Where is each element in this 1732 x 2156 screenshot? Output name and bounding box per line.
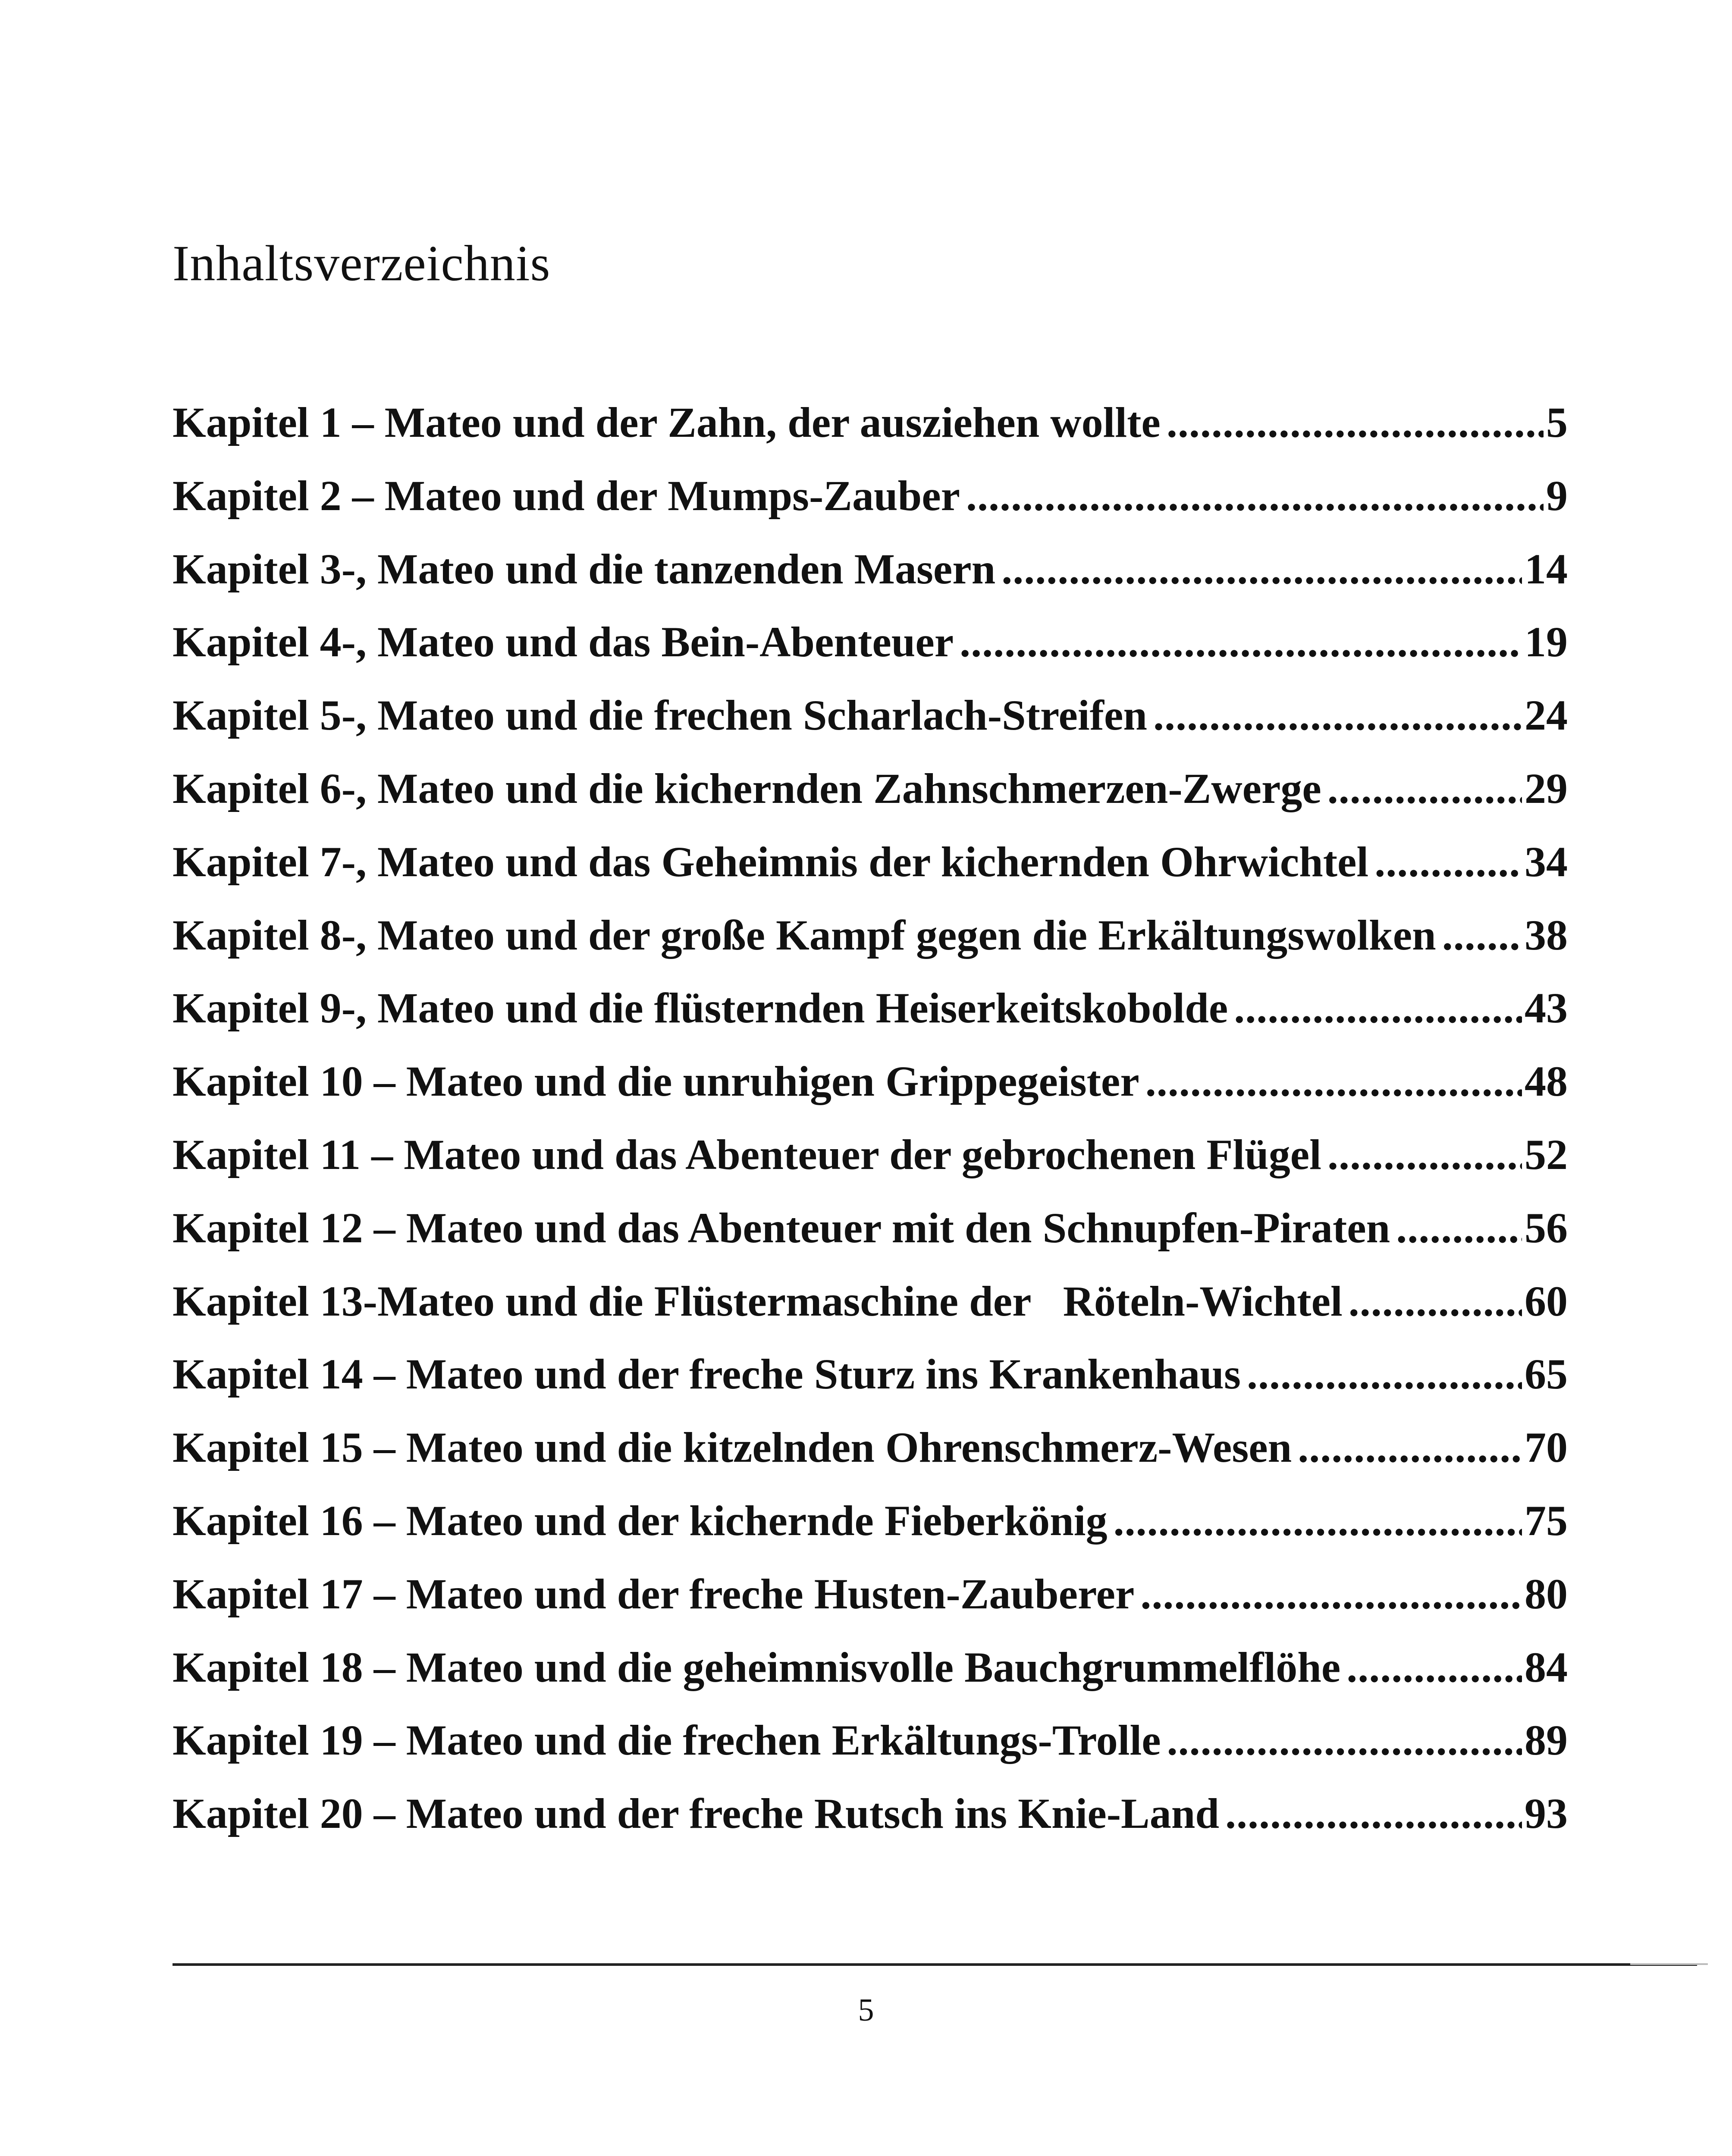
toc-entry-page: 43 [1525,984,1568,1032]
toc-entry [173,605,1568,679]
toc-entry-page: 24 [1525,691,1568,740]
toc-entry-label: Kapitel 20 – Mateo und der freche Rutsch ins Knie-Land [173,1789,1219,1838]
toc-entry-page: 93 [1525,1789,1568,1838]
toc-dot-leader [1374,825,1522,899]
toc-entry [173,971,1568,1045]
toc-entry-label: Kapitel 19 – Mateo und die frechen Erkältungs-Trolle [173,1716,1161,1764]
toc-entry [173,679,1568,752]
toc-entry-label: Kapitel 11 – Mateo und das Abenteuer der gebrochenen Flügel [173,1130,1321,1178]
toc-entry-label: Kapitel 14 – Mateo und der freche Sturz ins Krankenhaus [173,1350,1241,1398]
toc-entry-label: Kapitel 4-, Mateo und das Bein-Abenteuer [173,618,954,666]
toc-dot-leader [1349,1265,1522,1338]
toc-entry-page: 9 [1546,471,1568,520]
toc-entry-page: 65 [1525,1350,1568,1398]
toc-entry-label: Kapitel 6-, Mateo und die kichernden Zahnschmerzen-Zwerge [173,764,1321,812]
toc-entry-label: Kapitel 2 – Mateo und der Mumps-Zauber [173,471,960,520]
toc-dot-leader [1114,1484,1522,1557]
toc-dot-leader [1442,899,1522,972]
toc-entry-page: 75 [1525,1496,1568,1545]
toc-dot-leader [1167,386,1544,459]
toc-entry-label: Kapitel 17 – Mateo und der freche Husten-Zauberer [173,1570,1135,1618]
toc-entry-page: 56 [1525,1203,1568,1252]
toc-entry [173,1411,1568,1484]
toc-entry [173,752,1568,825]
toc-dot-leader [1153,679,1522,752]
toc-entry [173,1118,1568,1191]
toc-dot-leader [960,605,1522,679]
toc-entry [173,1704,1568,1777]
toc-entry-label: Kapitel 9-, Mateo und die flüsternden Heiserkeitskobolde [173,984,1228,1032]
toc-entry-page: 70 [1525,1423,1568,1472]
footer-divider [173,1963,1697,1966]
toc-entry [173,533,1568,606]
toc-dot-leader [1247,1338,1522,1411]
toc-entry-page: 19 [1525,618,1568,666]
toc-entry-label: Kapitel 10 – Mateo und die unruhigen Grippegeister [173,1057,1139,1106]
toc-entry-page: 14 [1525,545,1568,593]
toc-entry-label: Kapitel 15 – Mateo und die kitzelnden Ohrenschmerz-Wesen [173,1423,1292,1472]
toc-entry [173,1557,1568,1631]
toc-entry-page: 34 [1525,837,1568,886]
toc-entry-label: Kapitel 12 – Mateo und das Abenteuer mit den Schnupfen-Piraten [173,1203,1390,1252]
toc-dot-leader [1167,1704,1522,1777]
toc-dot-leader [1234,971,1522,1045]
toc-dot-leader [1145,1045,1522,1118]
toc-list [173,386,1568,1850]
toc-entry-label: Kapitel 13-Mateo und die Flüstermaschine der Röteln-Wichtel [173,1277,1343,1325]
toc-entry [173,899,1568,972]
toc-entry-page: 38 [1525,911,1568,959]
toc-entry-label: Kapitel 7-, Mateo und das Geheimnis der kichernden Ohrwichtel [173,837,1369,886]
toc-dot-leader [1225,1777,1522,1850]
toc-dot-leader [1001,533,1522,606]
toc-entry-page: 48 [1525,1057,1568,1106]
toc-entry [173,1265,1568,1338]
toc-entry [173,459,1568,533]
toc-entry [173,1045,1568,1118]
toc-dot-leader [1396,1191,1522,1265]
toc-entry [173,1631,1568,1704]
toc-dot-leader [966,459,1544,533]
toc-title: Inhaltsverzeichnis [173,235,551,291]
toc-entry-page: 84 [1525,1643,1568,1691]
toc-entry [173,825,1568,899]
toc-entry-label: Kapitel 18 – Mateo und die geheimnisvolle Bauchgrummelflöhe [173,1643,1341,1691]
toc-entry-page: 5 [1546,398,1568,446]
page-number: 5 [858,1993,874,2028]
toc-dot-leader [1327,1118,1522,1191]
toc-entry-label: Kapitel 3-, Mateo und die tanzenden Masern [173,545,996,593]
footer-divider-end [1630,1963,1708,1965]
toc-entry [173,1484,1568,1557]
toc-entry-page: 52 [1525,1130,1568,1178]
toc-entry-page: 80 [1525,1570,1568,1618]
toc-entry-page: 29 [1525,764,1568,812]
toc-entry [173,1777,1568,1850]
toc-entry-label: Kapitel 5-, Mateo und die frechen Scharlach-Streifen [173,691,1147,740]
toc-entry-label: Kapitel 1 – Mateo und der Zahn, der ausziehen wollte [173,398,1161,446]
toc-dot-leader [1327,752,1522,825]
toc-entry-page: 60 [1525,1277,1568,1325]
toc-entry [173,1338,1568,1411]
toc-dot-leader [1346,1631,1522,1704]
toc-entry-label: Kapitel 8-, Mateo und der große Kampf gegen die Erkältungswolken [173,911,1436,959]
toc-entry-page: 89 [1525,1716,1568,1764]
toc-entry [173,386,1568,459]
toc-dot-leader [1298,1411,1522,1484]
toc-entry [173,1191,1568,1265]
toc-entry-label: Kapitel 16 – Mateo und der kichernde Fieberkönig [173,1496,1108,1545]
toc-dot-leader [1140,1557,1522,1631]
